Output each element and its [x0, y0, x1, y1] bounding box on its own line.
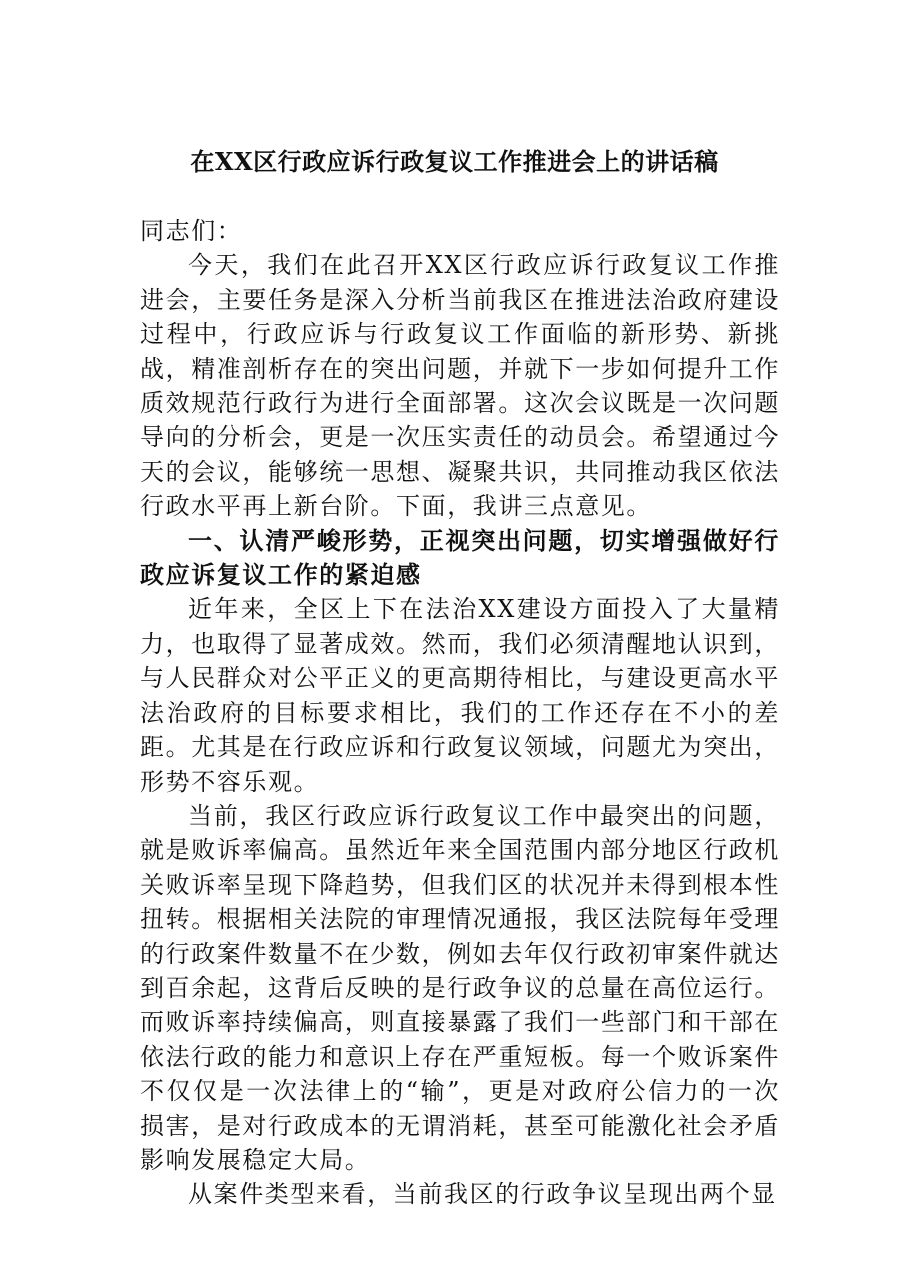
document-title: 在XX区行政应诉行政复议工作推进会上的讲话稿: [190, 147, 719, 176]
section-heading-1: 一、认清严峻形势，正视突出问题，切实增强做好行政应诉复议工作的紧迫感: [140, 526, 780, 590]
salutation: 同志们：: [140, 217, 243, 245]
paragraph-intro: 今天，我们在此召开XX区行政应诉行政复议工作推进会，主要任务是深入分析当前我区在推进法治政府建设过程中，行政应诉与行政复议工作面临的新形势、新挑战，精准剖析存在的突出问题，并就下一步如何提升工作质效规范行政行为进行全面部署。这次会议既是一次问题导向的分析会，更是一次压实责任的动员会。希望通过今天的会议，能够统一思想、凝聚共识，共同推动我区依法行政水平再上新台阶。下面，我讲三点意见。: [140, 251, 780, 521]
document-body: [140, 214, 780, 1212]
paragraph-section1-3: 从案件类型来看，当前我区的行政争议呈现出两个显: [188, 1180, 777, 1209]
paragraph-section1-1: 近年来，全区上下在法治XX建设方面投入了大量精力，也取得了显著成效。然而，我们必须清醒地认识到，与人民群众对公平正义的更高期待相比，与建设更高水平法治政府的目标要求相比，我们的工作还存在不小的差距。尤其是在行政应诉和行政复议领域，问题尤为突出，形势不容乐观。: [140, 595, 780, 796]
paragraph-section1-2: 当前，我区行政应诉行政复议工作中最突出的问题，就是败诉率偏高。虽然近年来全国范围内部分地区行政机关败诉率呈现下降趋势，但我们区的状况并未得到根本性扭转。根据相关法院的审理情况通报，我区法院每年受理的行政案件数量不在少数，例如去年仅行政初审案件就达到百余起，这背后反映的是行政争议的总量在高位运行。而败诉率持续偏高，则直接暴露了我们一些部门和干部在依法行政的能力和意识上存在严重短板。每一个败诉案件不仅仅是一次法律上的“输”，更是对政府公信力的一次损害，是对行政成本的无谓消耗，甚至可能激化社会矛盾影响发展稳定大局。: [140, 801, 780, 1174]
